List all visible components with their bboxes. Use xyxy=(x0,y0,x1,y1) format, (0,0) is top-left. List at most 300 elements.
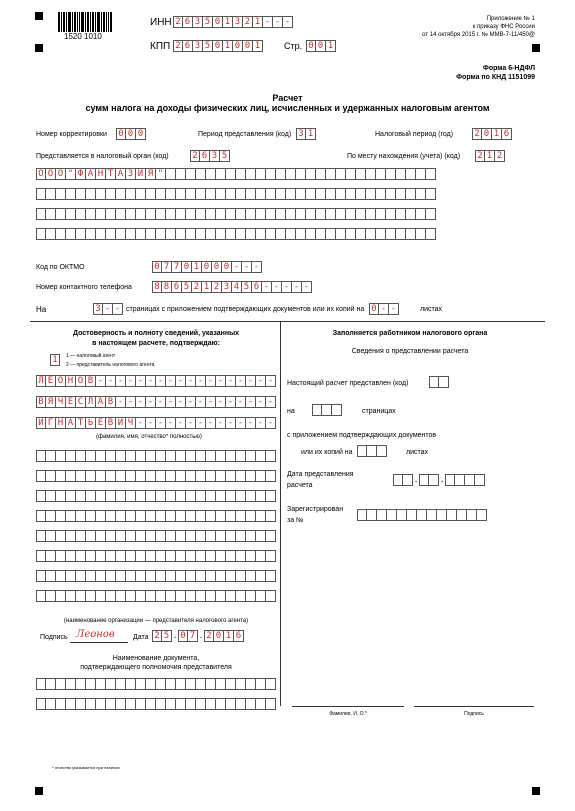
inn-cell: 3 xyxy=(193,16,203,28)
org-name-cell xyxy=(156,228,166,240)
surname-cell: Н xyxy=(66,375,76,387)
patronymic-cell: - xyxy=(256,417,266,429)
rep-org-cell xyxy=(36,590,46,602)
org-name-cell: А xyxy=(116,168,126,180)
rep-org-cell xyxy=(116,550,126,562)
doc-cell xyxy=(146,698,156,710)
copies-count-field[interactable] xyxy=(369,303,399,315)
doc-cell xyxy=(56,678,66,690)
rep-org-cell xyxy=(86,590,96,602)
rep-org-cell xyxy=(46,490,56,502)
r-copies-field[interactable] xyxy=(357,445,387,457)
registration-number-field[interactable] xyxy=(357,509,487,521)
org-name-cell xyxy=(336,228,346,240)
org-name-cell xyxy=(306,208,316,220)
rep-org-cell xyxy=(36,450,46,462)
rep-org-cell xyxy=(66,470,76,482)
rep-org-cell xyxy=(76,490,86,502)
org-name-cell xyxy=(396,208,406,220)
org-name-cell xyxy=(106,208,116,220)
phone-field[interactable] xyxy=(152,281,312,293)
r-pages-cell xyxy=(322,404,332,416)
org-name-cell xyxy=(276,168,286,180)
footnote: * отчество указывается при наличии xyxy=(52,765,120,770)
org-name-cell xyxy=(56,208,66,220)
rep-org-cell xyxy=(216,570,226,582)
rep-org-cell xyxy=(36,530,46,542)
rep-org-cell xyxy=(126,470,136,482)
name-cell: - xyxy=(236,396,246,408)
org-name-cell xyxy=(256,168,266,180)
name-cell: - xyxy=(206,396,216,408)
r-sheets-label: листах xyxy=(406,449,429,456)
rep-org-cell xyxy=(46,450,56,462)
copies-cell: - xyxy=(379,303,389,315)
rep-org-cell xyxy=(226,590,236,602)
rep-org-cell xyxy=(116,590,126,602)
rep-org-cell xyxy=(256,510,266,522)
knd-code: Форма по КНД 1151099 xyxy=(456,74,535,81)
name-cell: Ч xyxy=(56,396,66,408)
oktmo-cell: 1 xyxy=(192,261,202,273)
org-name-cell xyxy=(36,208,46,220)
rep-org-cell xyxy=(76,550,86,562)
rep-org-cell xyxy=(196,550,206,562)
oktmo-cell: - xyxy=(252,261,262,273)
rep-org-cell xyxy=(146,570,156,582)
r-code-cell xyxy=(439,376,449,388)
kpp-cell: 1 xyxy=(253,40,263,52)
surname-cell: - xyxy=(126,375,136,387)
r-with-docs-label: с приложением подтверждающих документов xyxy=(287,432,437,439)
r-reg-cell xyxy=(357,509,367,521)
authority-label: Представляется в налоговый орган (код) xyxy=(36,153,169,160)
org-name-cell xyxy=(376,228,386,240)
fio-caption-right: Фамилия, И. О.* xyxy=(329,711,367,717)
name-cell: А xyxy=(96,396,106,408)
org-name-cell xyxy=(116,208,126,220)
r-date-dot-1: . xyxy=(414,474,418,485)
copies-cell: - xyxy=(389,303,399,315)
org-name-cell: Т xyxy=(106,168,116,180)
kpp-cell: 0 xyxy=(213,40,223,52)
doc-cell xyxy=(106,698,116,710)
rep-org-cell xyxy=(166,570,176,582)
org-name-cell xyxy=(196,228,206,240)
org-name-cell xyxy=(316,228,326,240)
rep-org-cell xyxy=(186,570,196,582)
rep-org-cell xyxy=(56,590,66,602)
org-name-cell xyxy=(306,168,316,180)
phone-cell: 6 xyxy=(172,281,182,293)
r-pages-field[interactable] xyxy=(312,404,342,416)
org-name-cell xyxy=(106,188,116,200)
org-name-cell xyxy=(236,188,246,200)
doc-cell xyxy=(186,698,196,710)
year-cell: 2 xyxy=(204,630,214,642)
section-divider xyxy=(30,321,545,322)
inn-cell: 1 xyxy=(223,16,233,28)
org-name-cell xyxy=(126,228,136,240)
rep-org-cell xyxy=(46,530,56,542)
rep-org-cell xyxy=(36,570,46,582)
correction-cell: 0 xyxy=(126,128,136,140)
doc-cell xyxy=(166,698,176,710)
org-name-cell xyxy=(146,188,156,200)
oktmo-field[interactable] xyxy=(152,261,262,273)
surname-cell: - xyxy=(136,375,146,387)
org-name-cell xyxy=(386,168,396,180)
signer-type-field[interactable] xyxy=(50,354,60,366)
patronymic-cell: - xyxy=(216,417,226,429)
patronymic-cell: В xyxy=(106,417,116,429)
corner-marker-left xyxy=(35,44,43,52)
phone-cell: 4 xyxy=(232,281,242,293)
doc-cell xyxy=(166,678,176,690)
correction-cell: 0 xyxy=(136,128,146,140)
tax-period-field[interactable] xyxy=(472,128,512,140)
org-name-cell xyxy=(76,188,86,200)
org-name-cell xyxy=(216,188,226,200)
form-name: Форма 6-НДФЛ xyxy=(482,65,535,72)
rep-org-cell xyxy=(256,470,266,482)
tax-period-cell: 2 xyxy=(472,128,482,140)
rep-org-cell xyxy=(266,470,276,482)
rep-org-cell xyxy=(46,550,56,562)
org-name-cell xyxy=(346,188,356,200)
rep-org-cell xyxy=(46,470,56,482)
rep-org-cell xyxy=(106,570,116,582)
authority-cell: 3 xyxy=(210,150,220,162)
r-date-label-2: расчета xyxy=(287,482,313,489)
rep-org-cell xyxy=(146,490,156,502)
location-code-field[interactable] xyxy=(475,150,505,162)
org-name-cell xyxy=(396,168,406,180)
rep-org-cell xyxy=(256,530,266,542)
rep-org-cell xyxy=(116,510,126,522)
org-name-cell xyxy=(426,228,436,240)
pages-cell: 3 xyxy=(93,303,103,315)
rep-org-cell xyxy=(136,490,146,502)
period-code-field[interactable] xyxy=(296,128,316,140)
surname-cell: - xyxy=(106,375,116,387)
org-name-cell xyxy=(66,228,76,240)
r-month-cell xyxy=(419,474,429,486)
rep-org-cell xyxy=(46,510,56,522)
corner-marker-right xyxy=(532,44,540,52)
rep-org-cell xyxy=(196,450,206,462)
rep-org-cell xyxy=(66,570,76,582)
patronymic-cell: Ч xyxy=(126,417,136,429)
staff-heading: Заполняется работником налогового органа xyxy=(332,330,488,337)
rep-org-cell xyxy=(156,510,166,522)
doc-cell xyxy=(36,698,46,710)
doc-cell xyxy=(246,698,256,710)
kpp-field xyxy=(173,40,263,52)
phone-label: Номер контактного телефона xyxy=(36,284,132,291)
rep-org-cell xyxy=(226,510,236,522)
r-registered-label-2: за № xyxy=(287,517,304,524)
org-name-cell xyxy=(266,228,276,240)
rep-org-cell xyxy=(186,490,196,502)
org-name-cell xyxy=(86,188,96,200)
r-pages-label: страницах xyxy=(362,408,396,415)
rep-org-cell xyxy=(66,490,76,502)
r-pages-cell xyxy=(312,404,322,416)
org-name-cell xyxy=(316,208,326,220)
rep-org-cell xyxy=(266,570,276,582)
rep-org-cell xyxy=(96,530,106,542)
inn-cell: - xyxy=(263,16,273,28)
doc-cell xyxy=(66,678,76,690)
org-name-cell xyxy=(356,168,366,180)
surname-cell: - xyxy=(116,375,126,387)
rep-org-cell xyxy=(176,530,186,542)
r-reg-cell xyxy=(397,509,407,521)
rep-org-cell xyxy=(236,470,246,482)
rep-org-cell xyxy=(186,590,196,602)
org-name-cell: " xyxy=(156,168,166,180)
rep-org-cell xyxy=(146,450,156,462)
org-name-cell xyxy=(316,168,326,180)
rep-org-cell xyxy=(126,590,136,602)
name-cell: - xyxy=(176,396,186,408)
first-name-field[interactable] xyxy=(36,396,276,408)
rep-org-cell xyxy=(206,550,216,562)
rep-org-cell xyxy=(246,570,256,582)
page-number-field xyxy=(306,40,336,52)
rep-org-cell xyxy=(96,590,106,602)
org-name-cell xyxy=(396,188,406,200)
month-cell: 7 xyxy=(188,630,198,642)
surname-cell: - xyxy=(146,375,156,387)
patronymic-cell: - xyxy=(136,417,146,429)
r-date-field[interactable] xyxy=(393,474,485,486)
r-reg-cell xyxy=(367,509,377,521)
r-day-cell xyxy=(403,474,413,486)
org-name-cell xyxy=(156,208,166,220)
rep-org-cell xyxy=(56,550,66,562)
org-name-cell xyxy=(326,228,336,240)
signature-text: Леонов xyxy=(76,629,115,640)
r-month-cell xyxy=(429,474,439,486)
doc-cell xyxy=(216,678,226,690)
kpp-cell: 0 xyxy=(233,40,243,52)
surname-field[interactable] xyxy=(36,375,276,387)
doc-cell xyxy=(186,678,196,690)
org-name-cell xyxy=(386,188,396,200)
rep-org-cell xyxy=(196,530,206,542)
patronymic-cell: Г xyxy=(46,417,56,429)
rep-org-cell xyxy=(226,550,236,562)
rep-org-cell xyxy=(196,570,206,582)
doc-cell xyxy=(96,678,106,690)
rep-org-cell xyxy=(206,590,216,602)
r-year-cell xyxy=(465,474,475,486)
rep-org-cell xyxy=(56,510,66,522)
name-cell: Я xyxy=(46,396,56,408)
rep-org-cell xyxy=(106,470,116,482)
org-name-cell xyxy=(386,228,396,240)
rep-org-cell xyxy=(136,470,146,482)
inn-cell: - xyxy=(283,16,293,28)
year-cell: 0 xyxy=(214,630,224,642)
rep-org-cell xyxy=(176,470,186,482)
inn-cell: - xyxy=(273,16,283,28)
rep-org-cell xyxy=(116,470,126,482)
org-name-cell xyxy=(76,228,86,240)
attachment-line-3: от 14 октября 2015 г. № ММВ-7-11/450@ xyxy=(422,32,535,38)
rep-org-cell xyxy=(176,570,186,582)
name-cell: - xyxy=(196,396,206,408)
rep-org-cell xyxy=(266,590,276,602)
submitted-code-field[interactable] xyxy=(429,376,449,388)
rep-org-cell xyxy=(66,530,76,542)
patronymic-field[interactable] xyxy=(36,417,276,429)
phone-cell: - xyxy=(292,281,302,293)
patronymic-cell: - xyxy=(246,417,256,429)
org-name-cell xyxy=(36,228,46,240)
staff-subheading: Сведения о представлении расчета xyxy=(351,348,469,355)
rep-org-cell xyxy=(146,590,156,602)
org-name-cell xyxy=(366,188,376,200)
rep-org-cell xyxy=(216,490,226,502)
doc-cell xyxy=(236,678,246,690)
doc-cell xyxy=(76,678,86,690)
org-name-cell xyxy=(226,168,236,180)
org-name-cell xyxy=(276,188,286,200)
kpp-label: КПП xyxy=(150,41,171,52)
doc-cell xyxy=(126,698,136,710)
doc-cell xyxy=(116,678,126,690)
rep-org-cell xyxy=(266,550,276,562)
org-name-cell xyxy=(96,228,106,240)
day-cell: 5 xyxy=(162,630,172,642)
surname-cell: Е xyxy=(46,375,56,387)
surname-cell: - xyxy=(256,375,266,387)
tax-period-cell: 0 xyxy=(482,128,492,140)
org-name-cell xyxy=(136,208,146,220)
org-name-cell xyxy=(326,168,336,180)
org-name-cell xyxy=(206,168,216,180)
rep-org-cell xyxy=(136,570,146,582)
rep-org-cell xyxy=(256,450,266,462)
signature-line[interactable] xyxy=(70,628,128,643)
rep-org-cell xyxy=(76,530,86,542)
correction-label: Номер корректировки xyxy=(36,131,107,138)
submitted-label: Настоящий расчет представлен (код) xyxy=(287,380,409,387)
org-name-cell: " xyxy=(66,168,76,180)
date-label: Дата xyxy=(133,634,149,641)
doc-cell xyxy=(226,678,236,690)
patronymic-cell: Е xyxy=(96,417,106,429)
rep-org-cell xyxy=(136,510,146,522)
name-cell: Е xyxy=(66,396,76,408)
doc-cell xyxy=(86,698,96,710)
name-cell: - xyxy=(186,396,196,408)
rep-org-cell xyxy=(126,550,136,562)
rep-org-cell xyxy=(226,530,236,542)
name-cell: - xyxy=(156,396,166,408)
org-name-cell xyxy=(236,208,246,220)
rep-org-cell xyxy=(106,510,116,522)
org-name-cell: О xyxy=(36,168,46,180)
fio-line xyxy=(292,706,404,707)
rep-org-cell xyxy=(76,570,86,582)
rep-org-cell xyxy=(106,490,116,502)
rep-org-cell xyxy=(236,570,246,582)
phone-cell: 5 xyxy=(182,281,192,293)
oktmo-cell: - xyxy=(242,261,252,273)
rep-org-cell xyxy=(76,470,86,482)
rep-org-cell xyxy=(86,550,96,562)
org-name-cell xyxy=(256,188,266,200)
phone-cell: 8 xyxy=(152,281,162,293)
rep-org-cell xyxy=(126,490,136,502)
org-name-cell xyxy=(416,228,426,240)
surname-cell: - xyxy=(236,375,246,387)
rep-org-cell xyxy=(226,570,236,582)
r-registered-label-1: Зарегистрирован xyxy=(287,506,344,513)
rep-org-cell xyxy=(156,490,166,502)
pages-count-field[interactable] xyxy=(93,303,123,315)
org-name-cell xyxy=(286,188,296,200)
org-name-cell xyxy=(176,188,186,200)
kpp-cell: 3 xyxy=(193,40,203,52)
name-cell: - xyxy=(136,396,146,408)
name-cell: - xyxy=(166,396,176,408)
rep-org-cell xyxy=(86,490,96,502)
sign-date-field[interactable] xyxy=(152,630,244,642)
name-cell: В xyxy=(36,396,46,408)
rep-org-cell xyxy=(126,570,136,582)
correction-number-field[interactable] xyxy=(116,128,146,140)
patronymic-cell: - xyxy=(226,417,236,429)
rep-org-cell xyxy=(56,470,66,482)
doc-cell xyxy=(136,678,146,690)
patronymic-cell: Ь xyxy=(86,417,96,429)
rep-org-cell xyxy=(246,450,256,462)
attachment-line-2: к приказу ФНС России xyxy=(472,24,535,30)
org-name-cell: И xyxy=(136,168,146,180)
rep-org-cell xyxy=(156,470,166,482)
rep-org-cell xyxy=(146,530,156,542)
rep-org-cell xyxy=(96,470,106,482)
name-cell: - xyxy=(226,396,236,408)
rep-org-cell xyxy=(136,550,146,562)
tax-authority-field[interactable] xyxy=(190,150,230,162)
rep-org-cell xyxy=(106,550,116,562)
copies-cell: 0 xyxy=(369,303,379,315)
org-name-cell: А xyxy=(86,168,96,180)
doc-cell xyxy=(176,678,186,690)
rep-org-cell xyxy=(66,550,76,562)
rep-org-cell xyxy=(56,530,66,542)
org-name-cell xyxy=(176,168,186,180)
org-name-cell xyxy=(246,208,256,220)
oktmo-cell: 0 xyxy=(212,261,222,273)
rep-org-cell xyxy=(36,470,46,482)
rep-org-cell xyxy=(216,470,226,482)
name-cell: - xyxy=(266,396,276,408)
doc-cell xyxy=(196,698,206,710)
page-label: Стр. xyxy=(284,41,303,51)
org-name-cell xyxy=(146,208,156,220)
rep-org-cell xyxy=(86,570,96,582)
org-name-cell xyxy=(286,228,296,240)
oktmo-cell: 0 xyxy=(152,261,162,273)
rep-org-cell xyxy=(116,490,126,502)
